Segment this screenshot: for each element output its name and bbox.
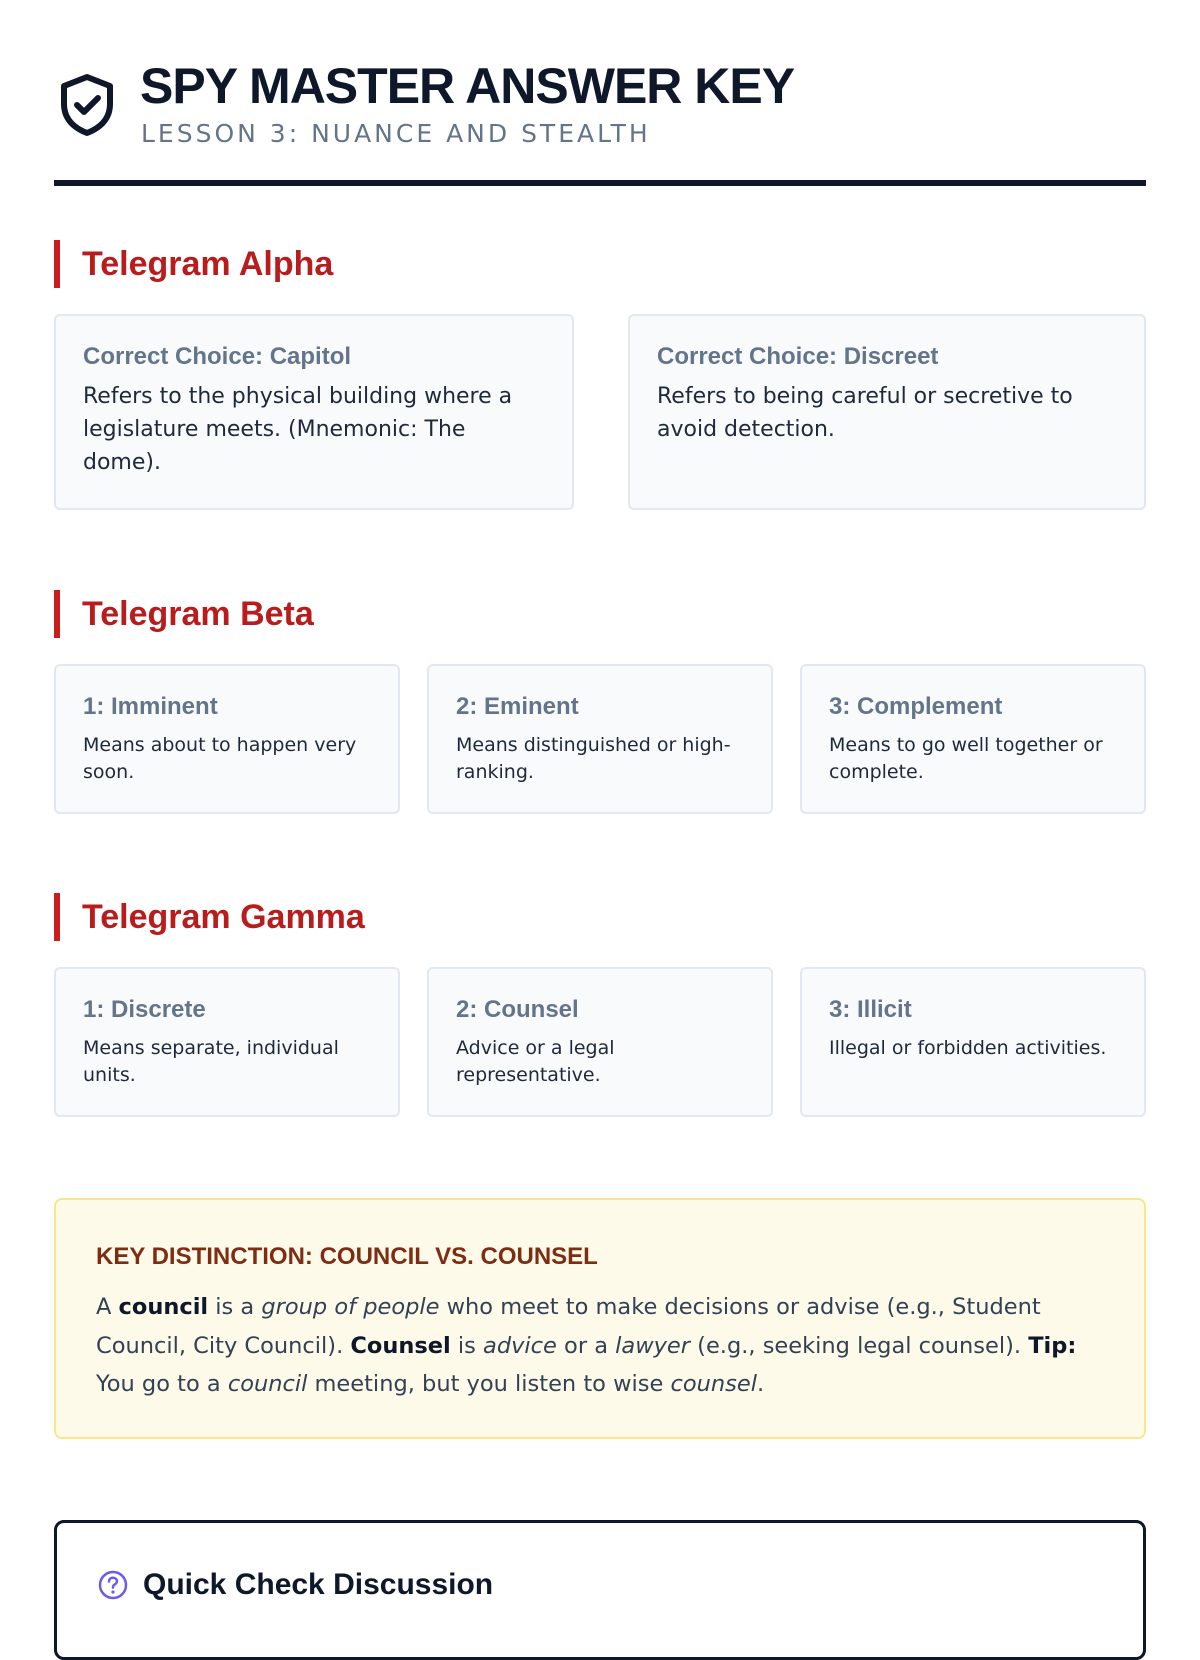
header-divider <box>54 180 1146 186</box>
answer-card-title: 3: Complement <box>829 693 1003 720</box>
answer-card <box>54 664 400 814</box>
answer-card-body: Means separate, individual units. <box>83 1037 339 1086</box>
answer-card-body: Refers to the physical building where a legislature meets. (Mnemonic: The dome). <box>83 384 513 475</box>
answer-card-title: 3: Illicit <box>829 996 912 1023</box>
answer-card-title: Correct Choice: Capitol <box>83 343 352 370</box>
answer-card-title: 1: Discrete <box>83 996 206 1023</box>
page-subtitle: LESSON 3: NUANCE AND STEALTH <box>141 119 651 148</box>
question-circle-icon <box>97 1569 129 1601</box>
shield-check-icon <box>58 72 116 138</box>
answer-card <box>628 314 1146 510</box>
callout-title: KEY DISTINCTION: COUNCIL VS. COUNSEL <box>96 1243 598 1270</box>
answer-card <box>800 967 1146 1117</box>
answer-card-body: Advice or a legal representative. <box>456 1037 615 1086</box>
page-title: SPY MASTER ANSWER KEY <box>140 58 795 114</box>
answer-card <box>427 664 773 814</box>
answer-card-body: Means to go well together or complete. <box>829 734 1103 783</box>
answer-card-body: Refers to being careful or secretive to avoid detection. <box>657 384 1073 442</box>
answer-card-title: 2: Counsel <box>456 996 579 1023</box>
discussion-title: Quick Check Discussion <box>143 1568 494 1601</box>
answer-card <box>54 967 400 1117</box>
answer-card-body: Means distinguished or high-ranking. <box>456 734 731 783</box>
answer-card-title: Correct Choice: Discreet <box>657 343 939 370</box>
answer-card <box>800 664 1146 814</box>
answer-card <box>427 967 773 1117</box>
quick-check-discussion-panel <box>54 1520 1146 1660</box>
section-heading-beta: Telegram Beta <box>54 590 1146 638</box>
answer-card <box>54 314 574 510</box>
answer-card-body: Illegal or forbidden activities. <box>829 1037 1107 1059</box>
section-heading-gamma: Telegram Gamma <box>54 893 1146 941</box>
callout-text: A council is a group of people who meet to make decisions or advise (e.g., Student Council, City Council). Counsel is advice or a lawyer (e.g., seeking legal counsel). Tip: You go to a council meeting, but you listen to wise counsel. <box>96 1294 1077 1397</box>
answer-card-title: 2: Eminent <box>456 693 579 720</box>
key-distinction-callout <box>54 1198 1146 1439</box>
page-header <box>54 58 1146 188</box>
answer-card-body: Means about to happen very soon. <box>83 734 357 783</box>
answer-card-title: 1: Imminent <box>83 693 218 720</box>
section-heading-alpha: Telegram Alpha <box>54 240 1146 288</box>
